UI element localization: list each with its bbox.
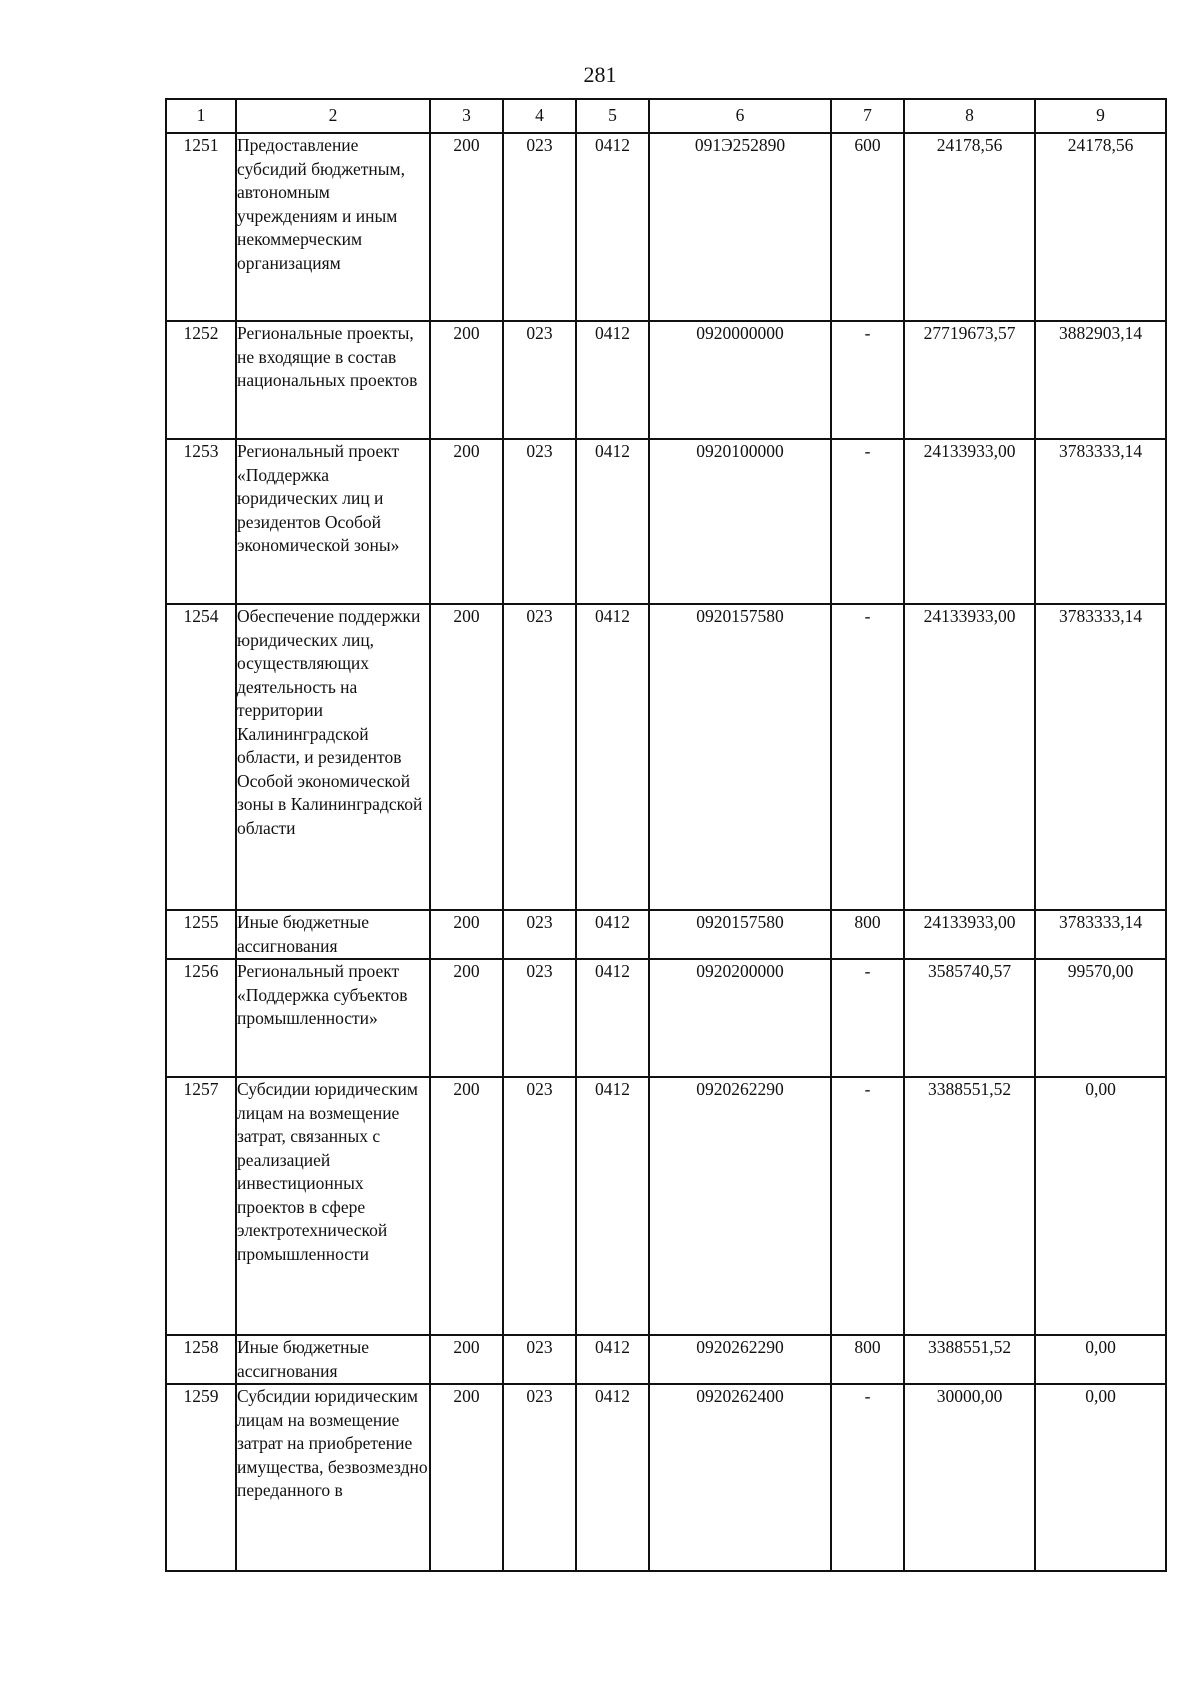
cell-col6: 0920262290	[649, 1335, 831, 1384]
cell-col5: 0412	[576, 439, 649, 604]
row-number: 1259	[166, 1384, 236, 1571]
header-cell: 7	[831, 99, 904, 133]
cell-col4: 023	[503, 910, 576, 959]
cell-col8: 3388551,52	[904, 1335, 1035, 1384]
header-cell: 1	[166, 99, 236, 133]
cell-col8: 24133933,00	[904, 439, 1035, 604]
cell-col8: 3388551,52	[904, 1077, 1035, 1335]
cell-col6: 0920262290	[649, 1077, 831, 1335]
cell-col6: 0920100000	[649, 439, 831, 604]
cell-col3: 200	[430, 959, 503, 1077]
row-name: Субсидии юридическим лицам на возмещение затрат, связанных с реализацией инвестиционных проектов в сфере электротехнической промышленности	[236, 1077, 430, 1335]
table-row	[166, 1077, 1166, 1335]
table-row	[166, 910, 1166, 959]
cell-col4: 023	[503, 1384, 576, 1571]
cell-col7: 600	[831, 133, 904, 321]
row-number: 1254	[166, 604, 236, 910]
table-row	[166, 133, 1166, 321]
cell-col4: 023	[503, 1335, 576, 1384]
table-row	[166, 1335, 1166, 1384]
cell-col4: 023	[503, 604, 576, 910]
cell-col9: 0,00	[1035, 1077, 1166, 1335]
cell-col3: 200	[430, 604, 503, 910]
cell-col6: 0920000000	[649, 321, 831, 439]
cell-col9: 99570,00	[1035, 959, 1166, 1077]
row-number: 1253	[166, 439, 236, 604]
cell-col9: 3783333,14	[1035, 604, 1166, 910]
cell-col3: 200	[430, 1335, 503, 1384]
cell-col6: 0920157580	[649, 910, 831, 959]
cell-col6: 0920262400	[649, 1384, 831, 1571]
cell-col7: -	[831, 604, 904, 910]
header-cell: 2	[236, 99, 430, 133]
cell-col9: 0,00	[1035, 1384, 1166, 1571]
cell-col3: 200	[430, 133, 503, 321]
cell-col9: 3783333,14	[1035, 439, 1166, 604]
cell-col5: 0412	[576, 133, 649, 321]
header-cell: 4	[503, 99, 576, 133]
cell-col6: 0920200000	[649, 959, 831, 1077]
cell-col7: -	[831, 321, 904, 439]
row-name: Обеспечение поддержки юридических лиц, осуществляющих деятельность на территории Калининградской области, и резидентов Особой экономической зоны в Калининградской области	[236, 604, 430, 910]
row-number: 1257	[166, 1077, 236, 1335]
row-number: 1251	[166, 133, 236, 321]
row-number: 1255	[166, 910, 236, 959]
cell-col5: 0412	[576, 1077, 649, 1335]
header-cell: 3	[430, 99, 503, 133]
cell-col3: 200	[430, 439, 503, 604]
cell-col4: 023	[503, 1077, 576, 1335]
cell-col9: 0,00	[1035, 1335, 1166, 1384]
header-cell: 6	[649, 99, 831, 133]
row-name: Региональный проект «Поддержка субъектов промышленности»	[236, 959, 430, 1077]
cell-col9: 24178,56	[1035, 133, 1166, 321]
cell-col8: 27719673,57	[904, 321, 1035, 439]
budget-table	[165, 98, 1167, 1572]
cell-col7: -	[831, 439, 904, 604]
cell-col7: 800	[831, 1335, 904, 1384]
row-name: Субсидии юридическим лицам на возмещение затрат на приобретение имущества, безвозмездно переданного в	[236, 1384, 430, 1571]
cell-col5: 0412	[576, 1335, 649, 1384]
row-number: 1258	[166, 1335, 236, 1384]
cell-col3: 200	[430, 321, 503, 439]
cell-col3: 200	[430, 1384, 503, 1571]
cell-col5: 0412	[576, 959, 649, 1077]
header-cell: 8	[904, 99, 1035, 133]
row-name: Региональные проекты, не входящие в состав национальных проектов	[236, 321, 430, 439]
row-name: Иные бюджетные ассигнования	[236, 910, 430, 959]
table-row	[166, 1384, 1166, 1571]
cell-col8: 24133933,00	[904, 910, 1035, 959]
cell-col8: 24133933,00	[904, 604, 1035, 910]
page-number: 281	[583, 62, 617, 87]
cell-col7: 800	[831, 910, 904, 959]
cell-col5: 0412	[576, 321, 649, 439]
cell-col6: 0920157580	[649, 604, 831, 910]
cell-col6: 091Э252890	[649, 133, 831, 321]
row-name: Региональный проект «Поддержка юридических лиц и резидентов Особой экономической зоны»	[236, 439, 430, 604]
row-name: Предоставление субсидий бюджетным, автономным учреждениям и иным некоммерческим организациям	[236, 133, 430, 321]
row-number: 1256	[166, 959, 236, 1077]
cell-col8: 3585740,57	[904, 959, 1035, 1077]
cell-col5: 0412	[576, 604, 649, 910]
cell-col4: 023	[503, 133, 576, 321]
cell-col8: 24178,56	[904, 133, 1035, 321]
header-row	[166, 99, 1166, 133]
cell-col4: 023	[503, 321, 576, 439]
table-row	[166, 959, 1166, 1077]
header-cell: 9	[1035, 99, 1166, 133]
cell-col4: 023	[503, 959, 576, 1077]
cell-col7: -	[831, 1077, 904, 1335]
cell-col5: 0412	[576, 910, 649, 959]
cell-col7: -	[831, 1384, 904, 1571]
cell-col3: 200	[430, 910, 503, 959]
cell-col4: 023	[503, 439, 576, 604]
cell-col9: 3783333,14	[1035, 910, 1166, 959]
cell-col9: 3882903,14	[1035, 321, 1166, 439]
cell-col8: 30000,00	[904, 1384, 1035, 1571]
cell-col7: -	[831, 959, 904, 1077]
table-row	[166, 604, 1166, 910]
cell-col5: 0412	[576, 1384, 649, 1571]
table-row	[166, 321, 1166, 439]
row-number: 1252	[166, 321, 236, 439]
row-name: Иные бюджетные ассигнования	[236, 1335, 430, 1384]
cell-col3: 200	[430, 1077, 503, 1335]
header-cell: 5	[576, 99, 649, 133]
table-row	[166, 439, 1166, 604]
